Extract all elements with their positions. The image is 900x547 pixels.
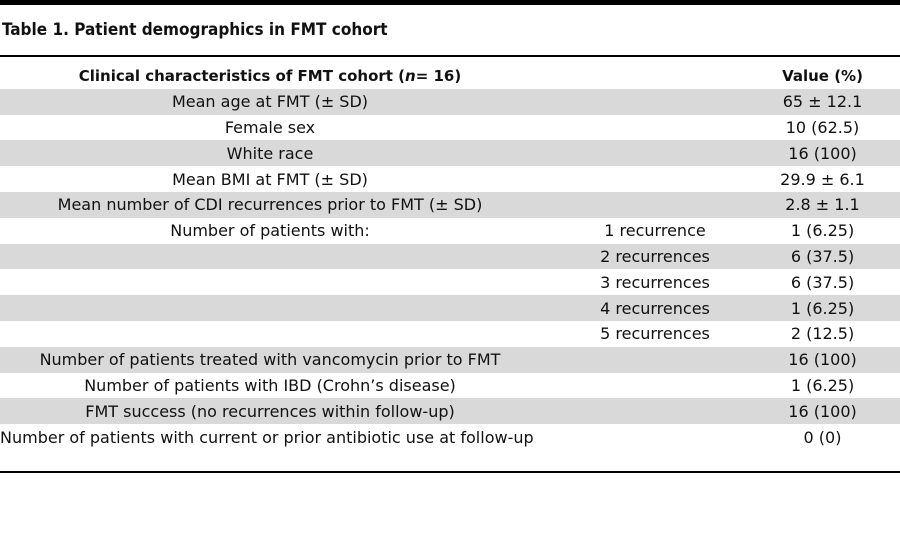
table-body (0, 89, 900, 450)
row-value: 2.8 ± 1.1 (785, 195, 860, 215)
table-row (0, 269, 900, 295)
row-subcategory: 2 recurrences (600, 246, 710, 266)
row-characteristic (0, 321, 540, 347)
row-value: 1 (6.25) (790, 298, 855, 318)
table-title: Table 1. Patient demographics in FMT cohort (2, 20, 388, 40)
row-value: 0 (0) (803, 427, 842, 447)
demographics-table (0, 63, 900, 450)
table-header-row (0, 63, 900, 89)
table-row (0, 192, 900, 218)
row-value: 29.9 ± 6.1 (780, 169, 865, 189)
row-characteristic: Female sex (224, 117, 316, 137)
row-characteristic (0, 244, 540, 270)
header-value: Value (%) (782, 66, 863, 85)
table-row (0, 166, 900, 192)
header-col1-suffix: = 16) (415, 66, 462, 85)
row-subcategory: 3 recurrences (600, 272, 710, 292)
row-value: 16 (100) (788, 401, 857, 421)
table-bottom-rule (0, 471, 900, 473)
row-value: 6 (37.5) (790, 272, 855, 292)
row-subcategory (575, 398, 735, 424)
table-row (0, 115, 900, 141)
row-characteristic: Number of patients with: (170, 221, 370, 241)
table-row (0, 218, 900, 244)
table-row (0, 244, 900, 270)
row-subcategory: 1 recurrence (604, 221, 706, 241)
row-subcategory: 5 recurrences (600, 324, 710, 344)
header-clinical-characteristics (0, 63, 540, 89)
header-col1-prefix: Clinical characteristics of FMT cohort ( (78, 66, 406, 85)
row-value: 10 (62.5) (785, 117, 860, 137)
row-characteristic (0, 269, 540, 295)
row-subcategory (575, 347, 735, 373)
row-characteristic: Mean age at FMT (± SD) (171, 92, 369, 112)
table-row (0, 424, 900, 450)
row-value: 16 (100) (788, 350, 857, 370)
row-characteristic: Number of patients treated with vancomycin prior to FMT (39, 350, 501, 370)
table-row (0, 347, 900, 373)
row-value: 1 (6.25) (790, 375, 855, 395)
table-row (0, 89, 900, 115)
top-border (0, 0, 900, 5)
row-value: 6 (37.5) (790, 246, 855, 266)
row-characteristic: Number of patients with current or prior antibiotic use at follow-up (0, 427, 534, 447)
table-row (0, 373, 900, 399)
row-subcategory (575, 115, 735, 141)
table-top-rule (0, 55, 900, 57)
table-row (0, 295, 900, 321)
row-subcategory: 4 recurrences (600, 298, 710, 318)
row-value: 1 (6.25) (790, 221, 855, 241)
table-row (0, 398, 900, 424)
row-characteristic (0, 295, 540, 321)
row-subcategory (575, 166, 735, 192)
row-characteristic: FMT success (no recurrences within follow-up) (85, 401, 455, 421)
row-subcategory (575, 140, 735, 166)
table-row (0, 140, 900, 166)
row-characteristic: White race (226, 143, 314, 163)
row-characteristic: Number of patients with IBD (Crohn’s disease) (84, 375, 456, 395)
header-col1-n: n (405, 66, 416, 85)
row-characteristic: Mean number of CDI recurrences prior to FMT (± SD) (57, 195, 483, 215)
row-value: 2 (12.5) (790, 324, 855, 344)
table-row (0, 321, 900, 347)
row-characteristic: Mean BMI at FMT (± SD) (172, 169, 368, 189)
row-subcategory (575, 373, 735, 399)
row-value: 16 (100) (788, 143, 857, 163)
row-value: 65 ± 12.1 (782, 92, 863, 112)
row-subcategory (575, 89, 735, 115)
row-subcategory (575, 192, 735, 218)
row-subcategory (575, 424, 735, 450)
